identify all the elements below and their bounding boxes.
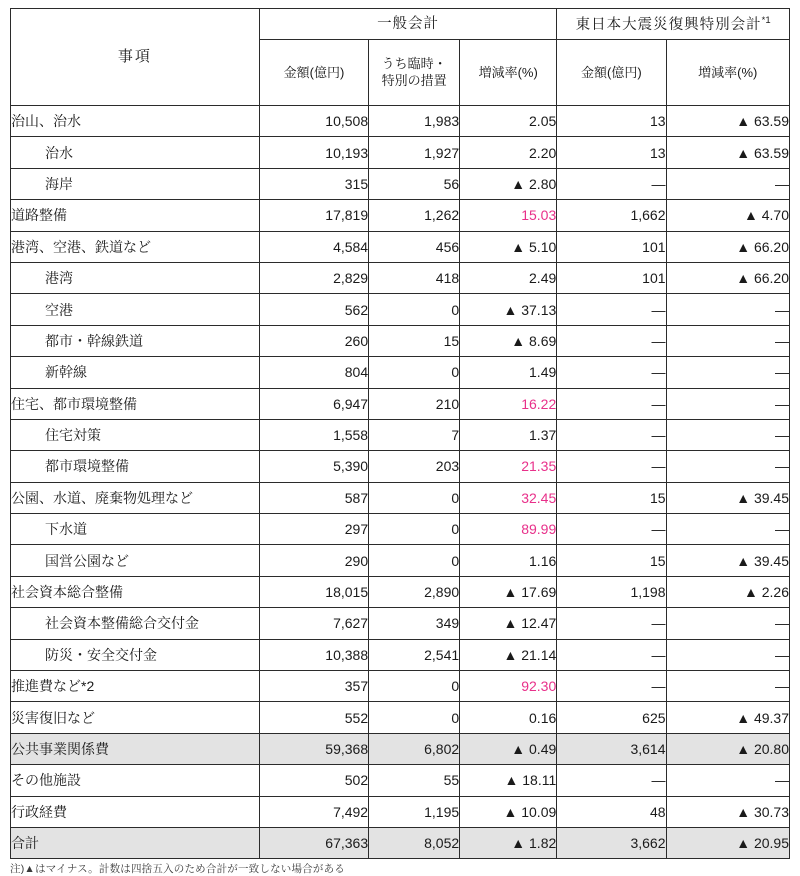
- cell-value-3: 1.37: [460, 419, 557, 450]
- row-label: 港湾: [11, 262, 260, 293]
- cell-value-4: —: [557, 765, 666, 796]
- row-label: 治水: [11, 137, 260, 168]
- cell-value-2: 0: [369, 514, 460, 545]
- cell-value-5: ▲ 4.70: [666, 200, 789, 231]
- cell-value-2: 15: [369, 325, 460, 356]
- row-label: 社会資本総合整備: [11, 576, 260, 607]
- row-label: 空港: [11, 294, 260, 325]
- cell-value-2: 210: [369, 388, 460, 419]
- cell-value-4: —: [557, 388, 666, 419]
- cell-value-1: 357: [259, 671, 368, 702]
- cell-value-4: —: [557, 419, 666, 450]
- cell-value-3: 0.16: [460, 702, 557, 733]
- table-row: [11, 733, 790, 764]
- cell-value-3: 89.99: [460, 514, 557, 545]
- cell-value-2: 418: [369, 262, 460, 293]
- cell-value-2: 6,802: [369, 733, 460, 764]
- cell-value-1: 260: [259, 325, 368, 356]
- cell-value-3: ▲ 17.69: [460, 576, 557, 607]
- cell-value-3: 2.20: [460, 137, 557, 168]
- row-label: 道路整備: [11, 200, 260, 231]
- cell-value-3: 2.05: [460, 106, 557, 137]
- cell-value-4: 101: [557, 231, 666, 262]
- cell-value-5: —: [666, 419, 789, 450]
- cell-value-5: —: [666, 357, 789, 388]
- cell-value-3: ▲ 21.14: [460, 639, 557, 670]
- table-row: [11, 765, 790, 796]
- row-label: 社会資本整備総合交付金: [11, 608, 260, 639]
- cell-value-3: ▲ 5.10: [460, 231, 557, 262]
- cell-value-4: —: [557, 671, 666, 702]
- cell-value-1: 587: [259, 482, 368, 513]
- cell-value-2: 8,052: [369, 827, 460, 858]
- cell-value-1: 2,829: [259, 262, 368, 293]
- header-special-amount: 金額(億円): [557, 40, 666, 106]
- row-label: 都市・幹線鉄道: [11, 325, 260, 356]
- table-row: [11, 608, 790, 639]
- cell-value-5: ▲ 66.20: [666, 231, 789, 262]
- cell-value-1: 67,363: [259, 827, 368, 858]
- cell-value-5: —: [666, 325, 789, 356]
- cell-value-2: 1,983: [369, 106, 460, 137]
- cell-value-4: —: [557, 639, 666, 670]
- cell-value-3: ▲ 8.69: [460, 325, 557, 356]
- row-label: 推進費など*2: [11, 671, 260, 702]
- cell-value-3: 1.49: [460, 357, 557, 388]
- cell-value-1: 59,368: [259, 733, 368, 764]
- cell-value-5: ▲ 39.45: [666, 545, 789, 576]
- cell-value-4: 13: [557, 106, 666, 137]
- cell-value-2: 1,927: [369, 137, 460, 168]
- cell-value-1: 315: [259, 168, 368, 199]
- header-item: 事項: [11, 9, 260, 106]
- cell-value-5: —: [666, 388, 789, 419]
- cell-value-2: 203: [369, 451, 460, 482]
- cell-value-1: 502: [259, 765, 368, 796]
- cell-value-1: 297: [259, 514, 368, 545]
- table-row: [11, 419, 790, 450]
- cell-value-4: —: [557, 357, 666, 388]
- row-label: 都市環境整備: [11, 451, 260, 482]
- cell-value-4: 625: [557, 702, 666, 733]
- table-row: [11, 137, 790, 168]
- cell-value-2: 0: [369, 671, 460, 702]
- cell-value-5: ▲ 63.59: [666, 106, 789, 137]
- row-label: 住宅、都市環境整備: [11, 388, 260, 419]
- row-label: 災害復旧など: [11, 702, 260, 733]
- cell-value-1: 6,947: [259, 388, 368, 419]
- budget-table: [10, 8, 790, 859]
- header-general-temp: [369, 40, 460, 106]
- cell-value-5: ▲ 20.95: [666, 827, 789, 858]
- cell-value-4: 3,614: [557, 733, 666, 764]
- cell-value-5: —: [666, 451, 789, 482]
- cell-value-4: 3,662: [557, 827, 666, 858]
- cell-value-1: 7,627: [259, 608, 368, 639]
- table-row: [11, 639, 790, 670]
- table-row: [11, 451, 790, 482]
- cell-value-1: 804: [259, 357, 368, 388]
- cell-value-4: —: [557, 451, 666, 482]
- table-row: [11, 576, 790, 607]
- table-row: [11, 325, 790, 356]
- table-row: [11, 262, 790, 293]
- table-row: [11, 231, 790, 262]
- cell-value-4: 1,198: [557, 576, 666, 607]
- cell-value-2: 0: [369, 294, 460, 325]
- row-label: 住宅対策: [11, 419, 260, 450]
- row-label: 下水道: [11, 514, 260, 545]
- row-label: 行政経費: [11, 796, 260, 827]
- cell-value-3: ▲ 1.82: [460, 827, 557, 858]
- cell-value-4: 15: [557, 545, 666, 576]
- cell-value-5: ▲ 20.80: [666, 733, 789, 764]
- row-label: 公園、水道、廃棄物処理など: [11, 482, 260, 513]
- cell-value-2: 0: [369, 702, 460, 733]
- row-label: 治山、治水: [11, 106, 260, 137]
- cell-value-5: ▲ 39.45: [666, 482, 789, 513]
- cell-value-1: 5,390: [259, 451, 368, 482]
- table-row: [11, 106, 790, 137]
- cell-value-1: 18,015: [259, 576, 368, 607]
- cell-value-5: —: [666, 671, 789, 702]
- table-row: [11, 388, 790, 419]
- row-label: 合計: [11, 827, 260, 858]
- cell-value-1: 17,819: [259, 200, 368, 231]
- cell-value-1: 10,388: [259, 639, 368, 670]
- cell-value-2: 0: [369, 482, 460, 513]
- cell-value-5: ▲ 66.20: [666, 262, 789, 293]
- row-label: 公共事業関係費: [11, 733, 260, 764]
- cell-value-1: 552: [259, 702, 368, 733]
- cell-value-3: 21.35: [460, 451, 557, 482]
- table-row: [11, 545, 790, 576]
- cell-value-3: ▲ 2.80: [460, 168, 557, 199]
- cell-value-2: 349: [369, 608, 460, 639]
- cell-value-4: 15: [557, 482, 666, 513]
- cell-value-2: 0: [369, 357, 460, 388]
- cell-value-2: 2,890: [369, 576, 460, 607]
- row-label: 新幹線: [11, 357, 260, 388]
- cell-value-2: 1,195: [369, 796, 460, 827]
- row-label: 海岸: [11, 168, 260, 199]
- row-label: 防災・安全交付金: [11, 639, 260, 670]
- cell-value-5: —: [666, 168, 789, 199]
- cell-value-4: 101: [557, 262, 666, 293]
- cell-value-3: ▲ 37.13: [460, 294, 557, 325]
- table-row: [11, 702, 790, 733]
- table-row: [11, 514, 790, 545]
- cell-value-1: 290: [259, 545, 368, 576]
- cell-value-1: 7,492: [259, 796, 368, 827]
- table-row: [11, 671, 790, 702]
- cell-value-5: —: [666, 765, 789, 796]
- cell-value-5: —: [666, 514, 789, 545]
- cell-value-4: 1,662: [557, 200, 666, 231]
- cell-value-3: 16.22: [460, 388, 557, 419]
- cell-value-2: 56: [369, 168, 460, 199]
- table-row: [11, 200, 790, 231]
- header-group-special-label: 東日本大震災復興特別会計: [575, 16, 762, 33]
- header-general-temp-line2: 特別の措置: [381, 72, 447, 88]
- cell-value-4: —: [557, 325, 666, 356]
- cell-value-3: ▲ 0.49: [460, 733, 557, 764]
- cell-value-1: 4,584: [259, 231, 368, 262]
- cell-value-4: —: [557, 168, 666, 199]
- row-label: 国営公園など: [11, 545, 260, 576]
- table-row: [11, 294, 790, 325]
- cell-value-4: —: [557, 514, 666, 545]
- table-row: [11, 827, 790, 858]
- table-header: [11, 9, 790, 106]
- header-general-amount: 金額(億円): [259, 40, 368, 106]
- cell-value-3: 2.49: [460, 262, 557, 293]
- cell-value-2: 55: [369, 765, 460, 796]
- cell-value-5: —: [666, 294, 789, 325]
- cell-value-1: 562: [259, 294, 368, 325]
- cell-value-5: ▲ 63.59: [666, 137, 789, 168]
- cell-value-3: 92.30: [460, 671, 557, 702]
- header-group-special-note: *1: [761, 14, 771, 26]
- cell-value-4: 13: [557, 137, 666, 168]
- header-special-rate: 増減率(%): [666, 40, 789, 106]
- cell-value-1: 10,193: [259, 137, 368, 168]
- table-row: [11, 796, 790, 827]
- cell-value-3: 15.03: [460, 200, 557, 231]
- table-row: [11, 482, 790, 513]
- cell-value-3: 1.16: [460, 545, 557, 576]
- cell-value-3: 32.45: [460, 482, 557, 513]
- cell-value-2: 2,541: [369, 639, 460, 670]
- cell-value-3: ▲ 10.09: [460, 796, 557, 827]
- row-label: その他施設: [11, 765, 260, 796]
- header-group-special: [557, 9, 790, 40]
- cell-value-2: 0: [369, 545, 460, 576]
- table-row: [11, 357, 790, 388]
- table-body: [11, 106, 790, 859]
- table-row: [11, 168, 790, 199]
- header-group-general: 一般会計: [259, 9, 556, 40]
- cell-value-2: 1,262: [369, 200, 460, 231]
- cell-value-1: 10,508: [259, 106, 368, 137]
- table-footnote: 注)▲はマイナス。計数は四捨五入のため合計が一致しない場合がある: [10, 863, 345, 876]
- header-general-rate: 増減率(%): [460, 40, 557, 106]
- cell-value-1: 1,558: [259, 419, 368, 450]
- row-label: 港湾、空港、鉄道など: [11, 231, 260, 262]
- cell-value-5: ▲ 2.26: [666, 576, 789, 607]
- cell-value-2: 7: [369, 419, 460, 450]
- header-general-temp-line1: うち臨時・: [381, 56, 447, 72]
- cell-value-3: ▲ 12.47: [460, 608, 557, 639]
- cell-value-4: —: [557, 294, 666, 325]
- cell-value-5: ▲ 49.37: [666, 702, 789, 733]
- cell-value-2: 456: [369, 231, 460, 262]
- cell-value-4: 48: [557, 796, 666, 827]
- cell-value-5: —: [666, 639, 789, 670]
- cell-value-5: —: [666, 608, 789, 639]
- cell-value-3: ▲ 18.11: [460, 765, 557, 796]
- cell-value-5: ▲ 30.73: [666, 796, 789, 827]
- cell-value-4: —: [557, 608, 666, 639]
